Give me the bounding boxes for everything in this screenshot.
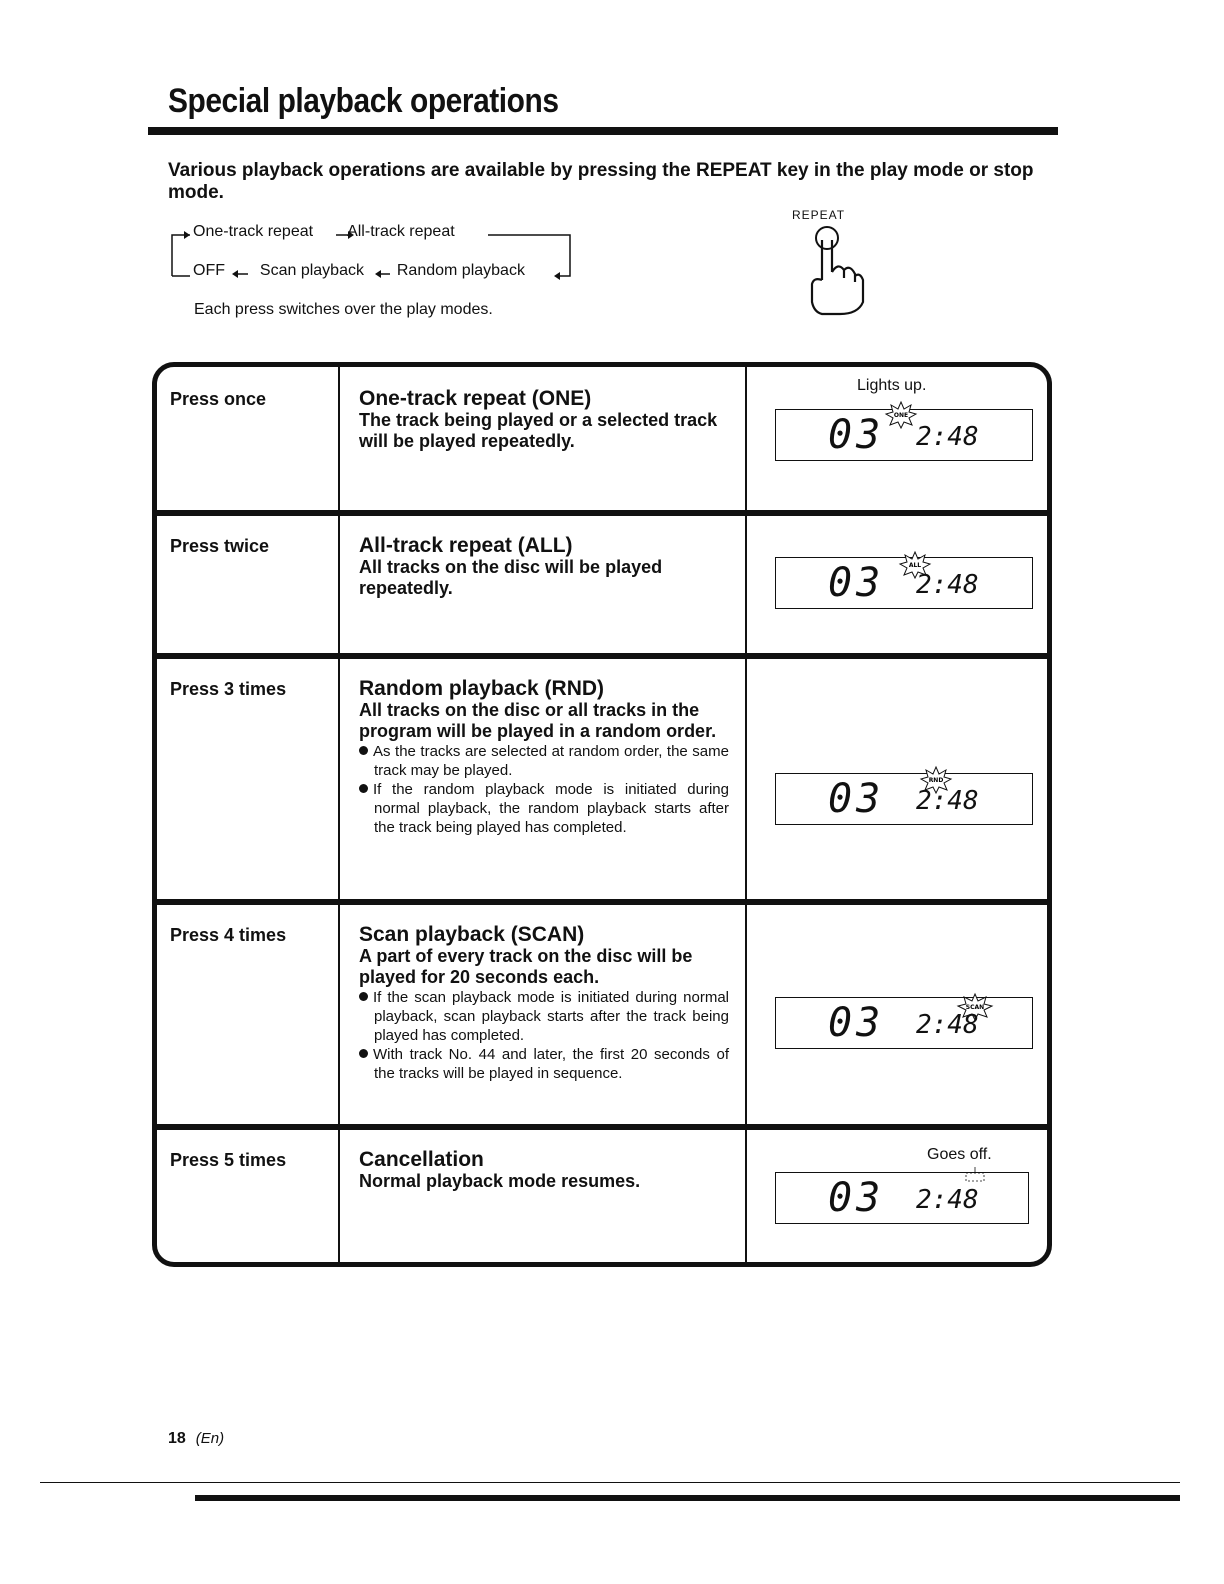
indicator-text: SCAN	[965, 1004, 985, 1011]
press-count: Press 3 times	[170, 679, 287, 699]
press-count: Press twice	[170, 536, 270, 556]
track-number: 03	[828, 1175, 885, 1221]
page-number: 18 (En)	[168, 1430, 225, 1447]
mode-description	[359, 534, 729, 599]
mode-title: Scan playback (SCAN)	[359, 923, 585, 946]
elapsed-time: 2:48	[916, 786, 979, 816]
lights-up-note: Lights up.	[857, 377, 927, 394]
mode-subtitle: All tracks on the disc will be played repeatedly.	[359, 557, 663, 598]
mode-subtitle: Normal playback mode resumes.	[359, 1171, 641, 1191]
footer-rule	[40, 1482, 1180, 1483]
mode-title: Cancellation	[359, 1148, 484, 1171]
repeat-key-label: REPEAT	[792, 208, 846, 222]
indicator-off-icon	[958, 1167, 992, 1187]
mode-subtitle: All tracks on the disc or all tracks in the program will be played in a random order.	[359, 700, 717, 741]
lcd-display	[775, 409, 1033, 461]
cycle-one-track: One-track repeat	[193, 223, 314, 240]
press-count: Press 5 times	[170, 1150, 287, 1170]
press-count: Press 4 times	[170, 925, 287, 945]
indicator-text: ALL	[908, 562, 922, 569]
cycle-random: Random playback	[396, 262, 525, 279]
pressing-hand-icon	[800, 222, 870, 317]
press-count: Press once	[170, 389, 267, 409]
playback-modes-table	[152, 362, 1052, 1267]
lcd-display	[775, 997, 1033, 1049]
page-title: Special playback operations	[168, 82, 559, 120]
mode-subtitle: A part of every track on the disc will be played for 20 seconds each.	[359, 946, 693, 987]
bullet-icon	[359, 992, 368, 1001]
cycle-off: OFF	[193, 262, 225, 279]
mode-description	[359, 923, 729, 1083]
table-row	[157, 905, 1047, 1124]
mode-title: Random playback (RND)	[359, 677, 605, 700]
indicator-text: ONE	[893, 412, 909, 419]
table-row	[157, 516, 1047, 653]
track-number: 03	[828, 776, 885, 822]
cycle-scan: Scan playback	[259, 262, 364, 279]
mode-subtitle: The track being played or a selected track will be played repeatedly.	[359, 410, 718, 451]
track-number: 03	[828, 1000, 885, 1046]
mode-title: One-track repeat (ONE)	[359, 387, 592, 410]
note-item: With track No. 44 and later, the first 20 seconds of the tracks will be played in sequence.	[359, 1045, 729, 1083]
note-item: If the random playback mode is initiated during normal playback, the random playback starts after the track being played has completed.	[359, 780, 729, 837]
mode-description	[359, 387, 729, 452]
lcd-display	[775, 557, 1033, 609]
cycle-row-2	[193, 262, 525, 280]
mode-description	[359, 1148, 729, 1192]
table-row	[157, 659, 1047, 899]
each-press-note: Each press switches over the play modes.	[194, 301, 493, 318]
elapsed-time: 2:48	[916, 422, 979, 452]
table-row	[157, 1130, 1047, 1267]
indicator-text: RND	[928, 777, 944, 784]
note-item: As the tracks are selected at random order, the same track may be played.	[359, 742, 729, 780]
mode-description	[359, 677, 729, 837]
track-number: 03	[828, 412, 885, 458]
bullet-icon	[359, 746, 368, 755]
note-item: If the scan playback mode is initiated during normal playback, scan playback starts after the track being played has completed.	[359, 988, 729, 1045]
cycle-row-1	[193, 223, 455, 241]
elapsed-time: 2:48	[916, 1185, 979, 1215]
title-rule	[148, 127, 1058, 135]
lcd-display	[775, 773, 1033, 825]
cycle-all-track: All-track repeat	[347, 223, 455, 240]
mode-cycle-diagram	[168, 220, 588, 290]
footer-bar	[195, 1495, 1180, 1501]
bullet-icon	[359, 784, 368, 793]
table-row	[157, 367, 1047, 510]
elapsed-time: 2:48	[916, 1010, 979, 1040]
lcd-display	[775, 1172, 1029, 1224]
bullet-icon	[359, 1049, 368, 1058]
intro-text: Various playback operations are available by pressing the REPEAT key in the play mode or stop mode.	[168, 160, 1034, 203]
goes-off-note: Goes off.	[927, 1146, 992, 1163]
one-indicator-icon	[884, 400, 918, 430]
elapsed-time: 2:48	[916, 570, 979, 600]
mode-title: All-track repeat (ALL)	[359, 534, 573, 557]
track-number: 03	[828, 560, 885, 606]
